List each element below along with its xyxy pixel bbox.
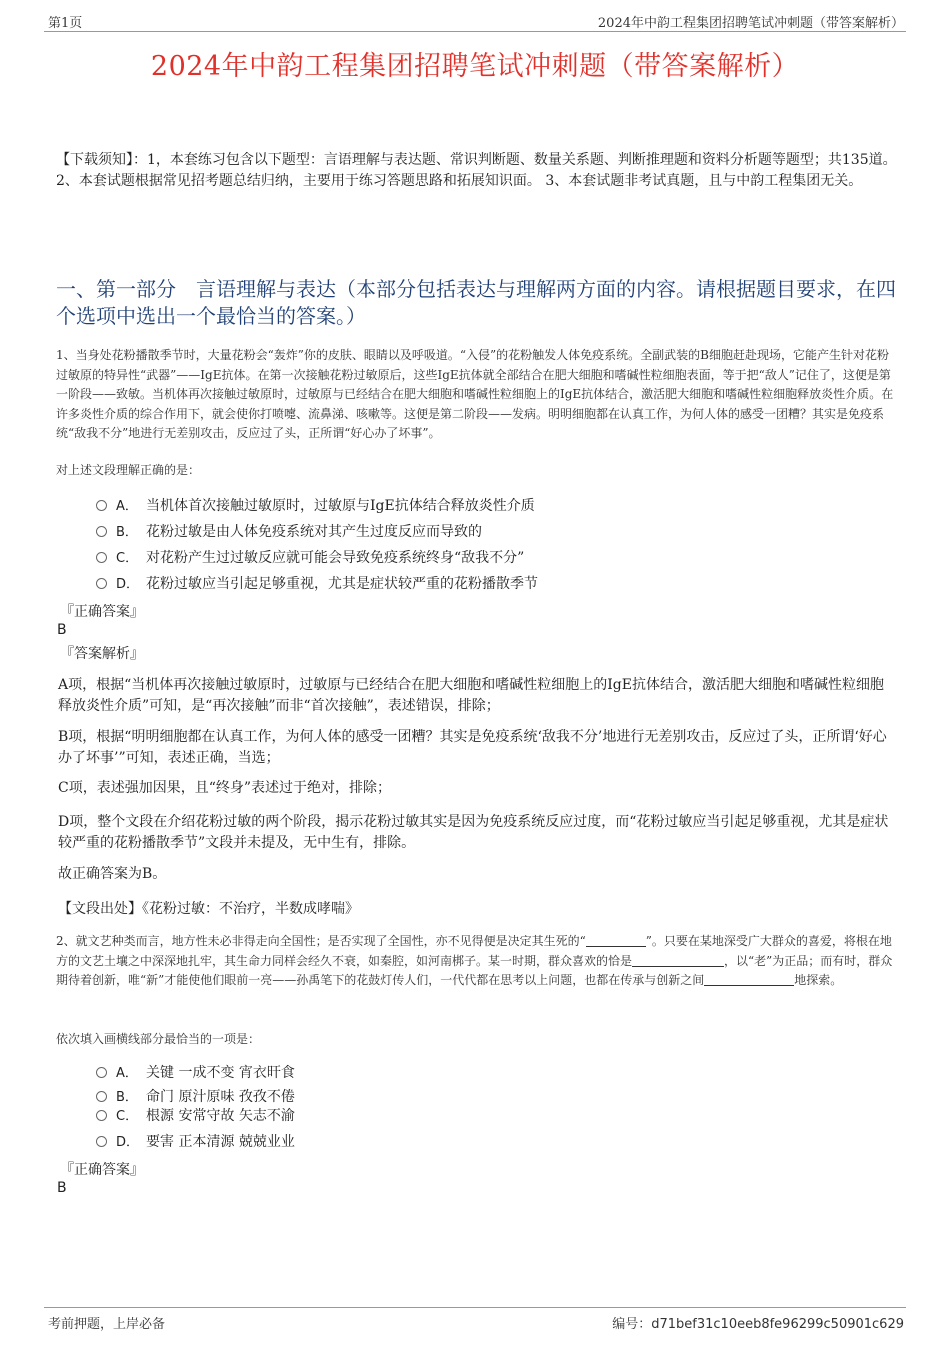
- radio-icon[interactable]: [96, 500, 107, 511]
- footer-slogan: 考前押题，上岸必备: [48, 1317, 166, 1332]
- radio-icon[interactable]: [96, 578, 107, 589]
- section-heading: 一、第一部分 言语理解与表达（本部分包括表达与理解两方面的内容。请根据题目要求，在四个选项中选出一个最恰当的答案。）: [56, 277, 896, 328]
- fill-blank: [704, 973, 794, 986]
- analysis-paragraph: B项，根据“明明细胞都在认真工作，为何人体的感受一团糟？其实是免疫系统‘敌我不分’地进行无差别攻击，反应过了头，正所谓‘好心办了坏事’”可知，表述正确，当选；: [58, 729, 887, 766]
- question-1-option-c[interactable]: C． 对花粉产生过过敏反应就可能会导致免疫系统终身“敌我不分”: [96, 548, 524, 569]
- radio-icon[interactable]: [96, 1136, 107, 1147]
- fill-blank: [632, 954, 724, 967]
- header-doc-title: 2024年中韵工程集团招聘笔试冲刺题（带答案解析）: [597, 16, 904, 31]
- analysis-conclusion: 故正确答案为B。: [58, 866, 167, 882]
- question-2-option-d[interactable]: D． 要害 正本清源 兢兢业业: [96, 1132, 295, 1153]
- radio-icon[interactable]: [96, 1067, 107, 1078]
- answer-value: B: [57, 622, 67, 638]
- source-citation: 【文段出处】《花粉过敏：不治疗，半数成哮喘》: [58, 901, 359, 917]
- question-2-text: 2、就文艺种类而言，地方性未必非得走向全国性；是否实现了全国性，亦不见得便是决定其生死的“ ”。只要在某地深受广大群众的喜爱，将根在地方的文艺土壤之中深深地扎牢，其生命力同样会经久不衰，如秦腔，如河南梆子。某一时期，群众喜欢的恰是 ，以“老”为正品；而有时，群众期待着创新，唯“新”才能使他们眼前一亮——孙禹笔下的花鼓灯传人们，一代代都在思考以上问题，也都在传承与创新之间 地探索。: [56, 934, 893, 987]
- analysis-paragraph: A项，根据“当机体再次接触过敏原时，过敏原与已经结合在肥大细胞和嗜碱性粒细胞上的IgE抗体结合，激活肥大细胞和嗜碱性粒细胞释放炎性介质”可知，是“再次接触”而非“首次接触”，表述错误，排除；: [58, 677, 884, 714]
- fill-blank: [586, 934, 646, 947]
- question-1-text: 1、当身处花粉播散季节时，大量花粉会“轰炸”你的皮肤、眼睛以及呼吸道。“入侵”的花粉触发人体免疫系统。全副武装的B细胞赶赴现场，它能产生针对花粉过敏原的特异性“武器”——IgE抗体。在第一次接触花粉过敏原后，这些IgE抗体就全部结合在肥大细胞和嗜碱性粒细胞表面，等于把“敌人”记住了，这便是第一阶段——致敏。当机体再次接触过敏原时，过敏原与已经结合在肥大细胞和嗜碱性粒细胞上的IgE抗体结合，激活肥大细胞和嗜碱性粒细胞释放炎性介质。在许多炎性介质的综合作用下，就会使你打喷嚏、流鼻涕、咳嗽等。这便是第二阶段——发病。明明细胞都在认真工作，为何人体的感受一团糟？其实是免疫系统“敌我不分”地进行无差别攻击，反应过了头，正所谓“好心办了坏事”。: [56, 348, 894, 440]
- footer-code: 编号：d71bef31c10eeb8fe96299c50901c629: [612, 1317, 904, 1332]
- analysis-label: 『答案解析』: [60, 646, 144, 662]
- question-2-option-b[interactable]: B． 命门 原汁原味 孜孜不倦: [96, 1087, 295, 1108]
- footer-divider: [44, 1307, 906, 1308]
- question-1-option-a[interactable]: A． 当机体首次接触过敏原时，过敏原与IgE抗体结合释放炎性介质: [96, 496, 535, 517]
- header-divider: [44, 31, 906, 32]
- question-2-option-a[interactable]: A． 关键 一成不变 宵衣旰食: [96, 1063, 295, 1084]
- question-1-prompt: 对上述文段理解正确的是：: [56, 463, 201, 477]
- radio-icon[interactable]: [96, 1110, 107, 1121]
- radio-icon[interactable]: [96, 1091, 107, 1102]
- question-2-option-c[interactable]: C． 根源 安常守故 矢志不渝: [96, 1106, 295, 1127]
- answer-value: B: [57, 1180, 67, 1196]
- analysis-paragraph: D项，整个文段在介绍花粉过敏的两个阶段，揭示花粉过敏其实是因为免疫系统反应过度，而“花粉过敏应当引起足够重视，尤其是症状较严重的花粉播散季节”文段并未提及，无中生有，排除。: [58, 814, 889, 851]
- question-1-option-b[interactable]: B． 花粉过敏是由人体免疫系统对其产生过度反应而导致的: [96, 522, 482, 543]
- page-number: 第1页: [48, 16, 83, 31]
- answer-label: 『正确答案』: [60, 604, 144, 620]
- download-notice: 【下载须知】：1，本套练习包含以下题型：言语理解与表达题、常识判断题、数量关系题、判断推理题和资料分析题等题型；共135道。 2、本套试题根据常见招考题总结归纳，主要用于练习答题思路和拓展知识面。 3、本套试题非考试真题，且与中韵工程集团无关。: [56, 152, 897, 189]
- radio-icon[interactable]: [96, 552, 107, 563]
- radio-icon[interactable]: [96, 526, 107, 537]
- answer-label: 『正确答案』: [60, 1162, 144, 1178]
- page-title: 2024年中韵工程集团招聘笔试冲刺题（带答案解析）: [150, 51, 800, 82]
- question-1-option-d[interactable]: D． 花粉过敏应当引起足够重视，尤其是症状较严重的花粉播散季节: [96, 574, 538, 595]
- analysis-paragraph: C项，表述强加因果，且“终身”表述过于绝对，排除；: [58, 780, 392, 796]
- question-2-prompt: 依次填入画横线部分最恰当的一项是：: [56, 1032, 261, 1046]
